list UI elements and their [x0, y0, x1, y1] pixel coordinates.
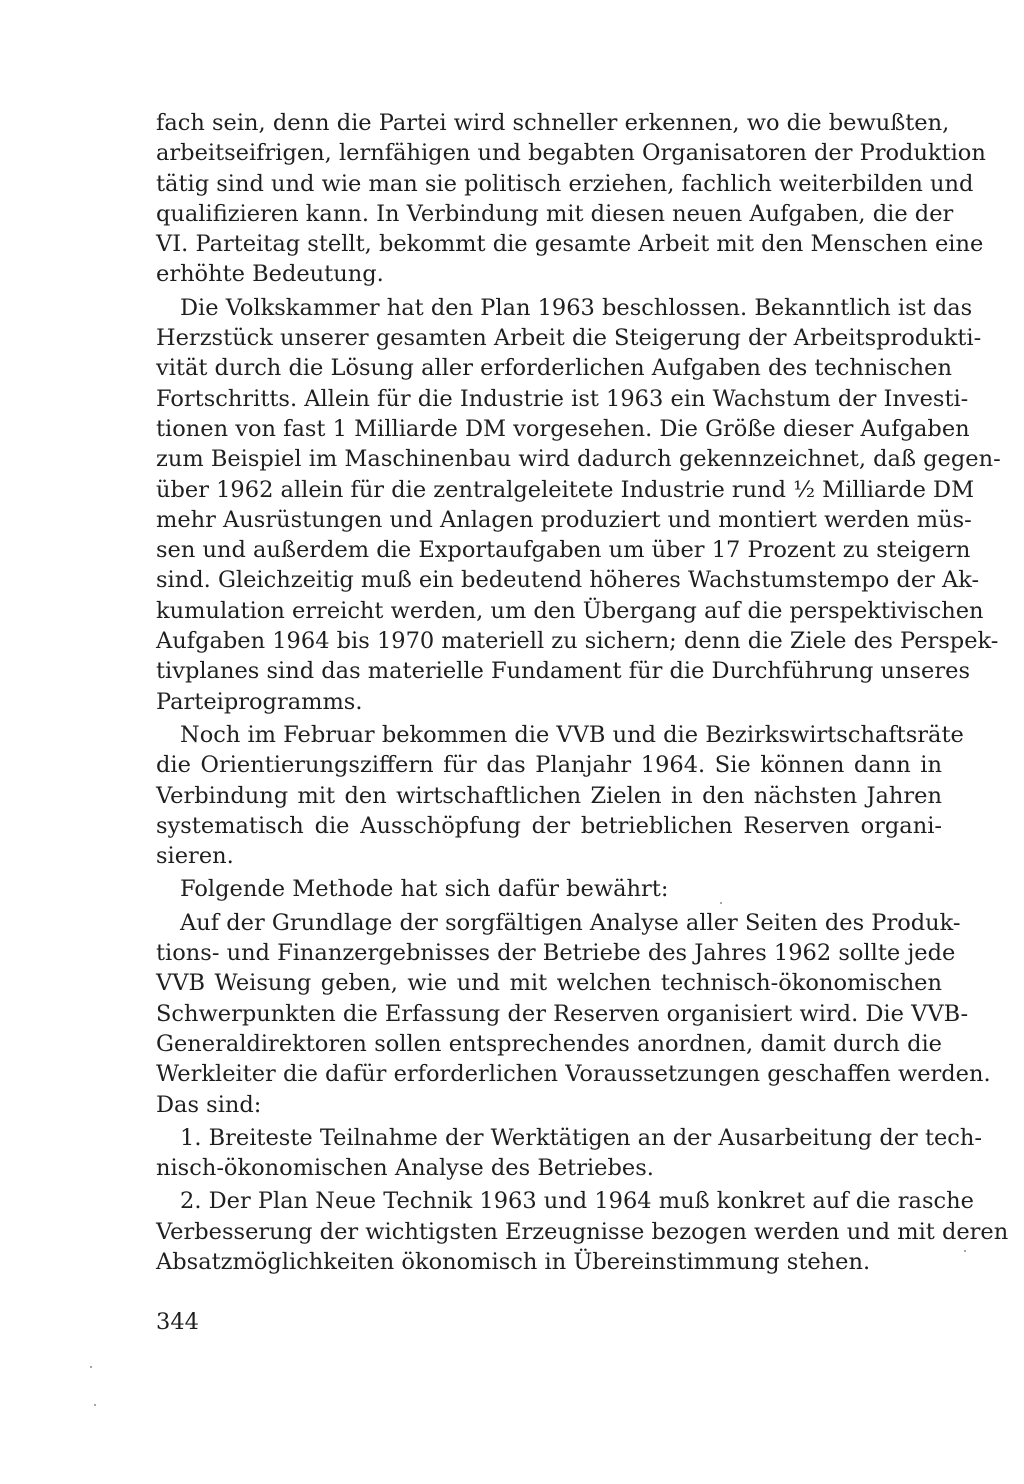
text-line: arbeitseifrigen, lernfähigen und begabten Organisatoren der Produktion	[156, 140, 986, 167]
text-line: Schwerpunkten die Erfassung der Reserven organisiert wird. Die VVB-	[156, 1000, 969, 1027]
paragraph	[156, 720, 964, 871]
text-line: Aufgaben 1964 bis 1970 materiell zu sichern; denn die Ziele des Perspek-	[156, 628, 999, 655]
text-line: Verbesserung der wichtigsten Erzeugnisse bezogen werden und mit deren	[156, 1218, 1009, 1245]
text-line: zum Beispiel im Maschinenbau wird dadurch gekennzeichnet, daß gegen-	[156, 446, 1001, 473]
text-line: Verbindung mit den wirtschaftlichen Zielen in den nächsten Jahren	[156, 782, 942, 809]
text-line: Herzstück unserer gesamten Arbeit die Steigerung der Arbeitsprodukti-	[156, 325, 982, 352]
scan-speck	[94, 1404, 96, 1406]
page-number: 344	[156, 1309, 199, 1335]
text-line: sind. Gleichzeitig muß ein bedeutend höheres Wachstumstempo der Ak-	[156, 567, 980, 594]
text-line: qualifizieren kann. In Verbindung mit diesen neuen Aufgaben, die der	[156, 200, 954, 227]
paragraph	[156, 293, 1001, 717]
text-line: Noch im Februar bekommen die VVB und die Bezirkswirtschaftsräte	[180, 721, 964, 748]
scan-speck	[964, 1250, 966, 1252]
text-line: Absatzmöglichkeiten ökonomisch in Übereinstimmung stehen.	[156, 1248, 871, 1275]
scan-speck	[720, 902, 722, 904]
text-line: Folgende Methode hat sich dafür bewährt:	[180, 876, 669, 903]
text-line: Fortschritts. Allein für die Industrie ist 1963 ein Wachstum der Investi-	[156, 385, 969, 412]
text-line: Auf der Grundlage der sorgfältigen Analyse aller Seiten des Produk-	[180, 909, 961, 936]
text-line: Werkleiter die dafür erforderlichen Voraussetzungen geschaffen werden.	[156, 1061, 991, 1088]
text-line: sieren.	[156, 843, 234, 870]
text-line: 2. Der Plan Neue Technik 1963 und 1964 muß konkret auf die rasche	[180, 1188, 974, 1215]
text-line: mehr Ausrüstungen und Anlagen produziert und montiert werden müs-	[156, 506, 972, 533]
paragraph	[156, 108, 986, 290]
text-line: 1. Breiteste Teilnahme der Werktätigen an der Ausarbeitung der tech-	[180, 1124, 982, 1151]
text-line: VI. Parteitag stellt, bekommt die gesamte Arbeit mit den Menschen eine	[156, 231, 984, 258]
paragraph	[156, 1186, 1009, 1277]
paragraph	[156, 874, 942, 904]
text-line: sen und außerdem die Exportaufgaben um über 17 Prozent zu steigern	[156, 537, 971, 564]
text-line: über 1962 allein für die zentralgeleitete Industrie rund ½ Milliarde DM	[156, 476, 975, 503]
text-line: tätig sind und wie man sie politisch erziehen, fachlich weiterbilden und	[156, 170, 974, 197]
scan-speck	[90, 1366, 92, 1368]
text-line: kumulation erreicht werden, um den Übergang auf die perspektivischen	[156, 597, 984, 624]
text-line: erhöhte Bedeutung.	[156, 261, 384, 288]
text-line: Parteiprogramms.	[156, 688, 363, 715]
text-line: tionen von fast 1 Milliarde DM vorgesehen. Die Größe dieser Aufgaben	[156, 415, 970, 442]
text-line: Das sind:	[156, 1091, 262, 1118]
text-line: VVB Weisung geben, wie und mit welchen technisch-ökonomischen	[156, 970, 942, 997]
text-line: tivplanes sind das materielle Fundament für die Durchführung unseres	[156, 658, 970, 685]
text-line: die Orientierungsziffern für das Planjahr 1964. Sie können dann in	[156, 752, 942, 779]
body-text	[156, 108, 1009, 1277]
paragraph	[156, 908, 991, 1120]
text-line: vität durch die Lösung aller erforderlichen Aufgaben des technischen	[156, 355, 952, 382]
text-line: Die Volkskammer hat den Plan 1963 beschlossen. Bekanntlich ist das	[180, 294, 973, 321]
text-line: tions- und Finanzergebnisses der Betriebe des Jahres 1962 sollte jede	[156, 940, 956, 967]
paragraph	[156, 1123, 982, 1184]
text-line: systematisch die Ausschöpfung der betrieblichen Reserven organi-	[156, 812, 942, 839]
text-line: fach sein, denn die Partei wird schneller erkennen, wo die bewußten,	[156, 110, 950, 136]
text-line: Generaldirektoren sollen entsprechendes anordnen, damit durch die	[156, 1030, 942, 1057]
text-line: nisch-ökonomischen Analyse des Betriebes.	[156, 1155, 654, 1182]
